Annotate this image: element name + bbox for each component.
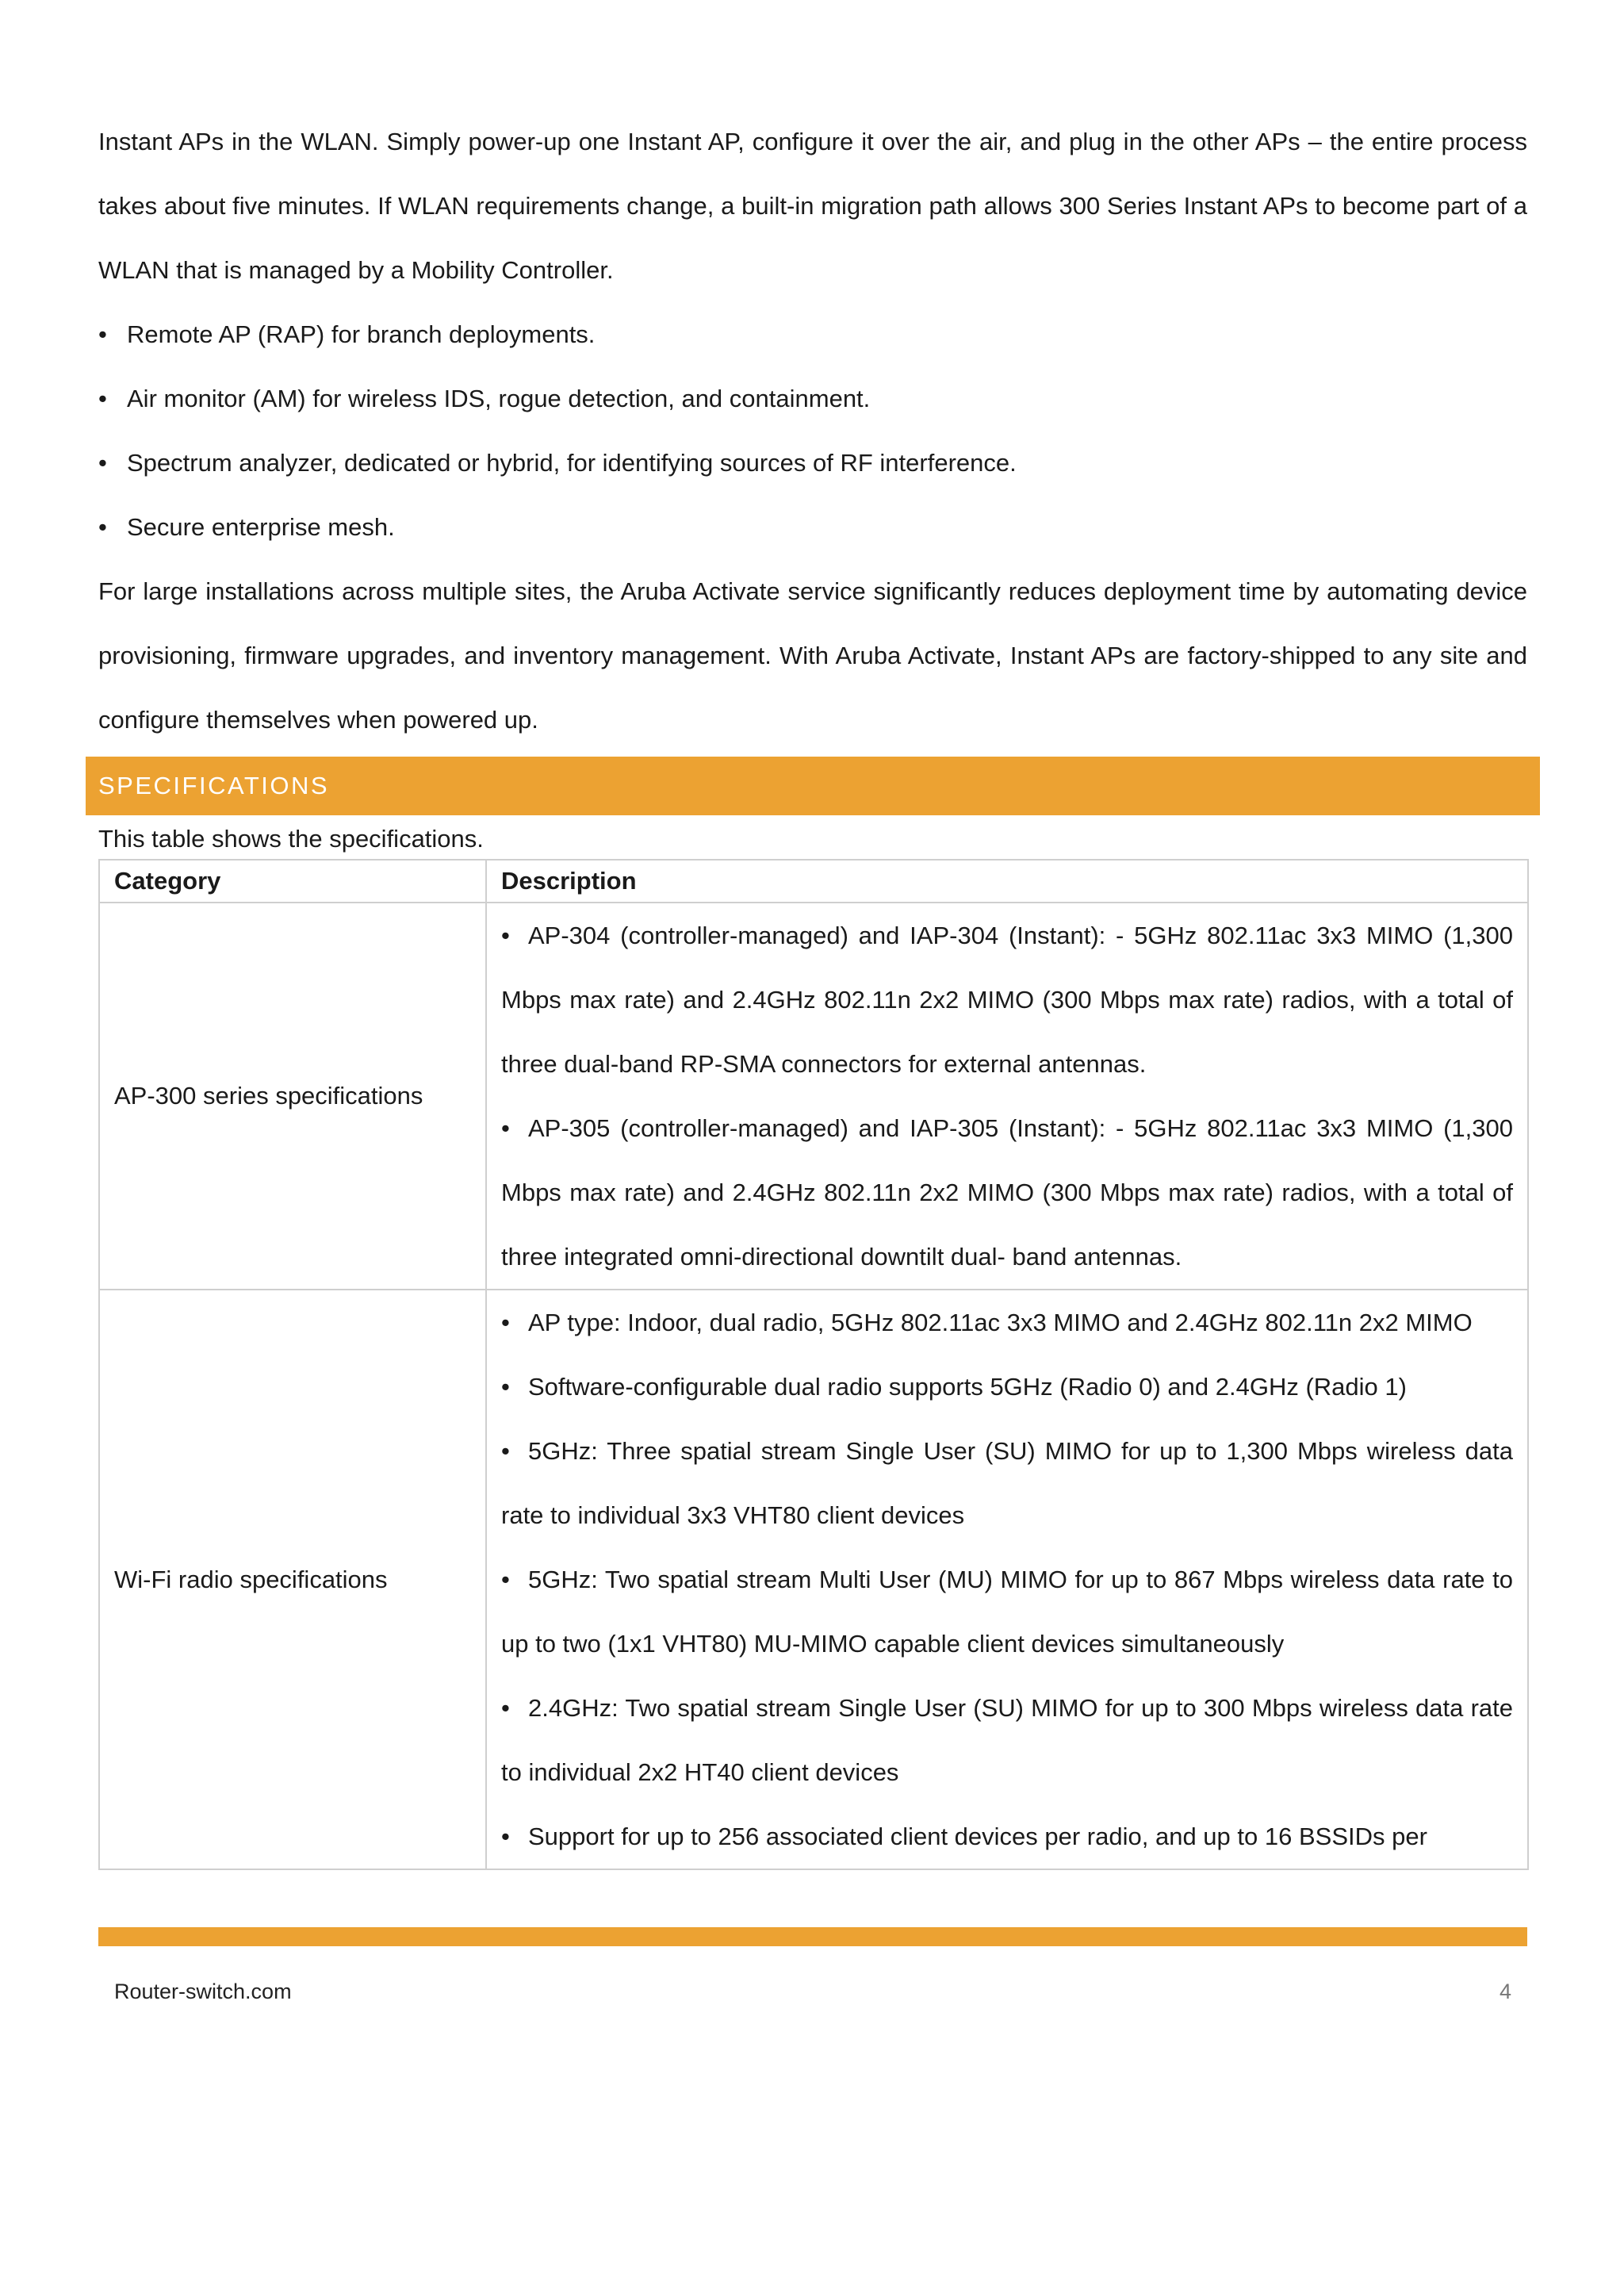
list-item xyxy=(98,366,1527,431)
list-item xyxy=(98,495,1527,559)
header-description: Description xyxy=(486,860,1528,903)
description-item-text: 5GHz: Three spatial stream Single User (SU) MIMO for up to 1,300 Mbps wireless data rate to individual 3x3 VHT80 client devices xyxy=(501,1437,1513,1529)
bullet-icon: • xyxy=(98,385,107,412)
table-row xyxy=(99,903,1528,1290)
table-header-row xyxy=(99,860,1528,903)
description-item-text: 5GHz: Two spatial stream Multi User (MU) MIMO for up to 867 Mbps wireless data rate to up to two (1x1 VHT80) MU-MIMO capable client devices simultaneously xyxy=(501,1566,1513,1658)
bullet-icon: • xyxy=(501,922,510,949)
table-caption: This table shows the specifications. xyxy=(98,825,484,853)
row-category: AP-300 series specifications xyxy=(99,903,486,1290)
bullet-icon: • xyxy=(98,449,107,477)
row-category: Wi-Fi radio specifications xyxy=(99,1290,486,1869)
intro-paragraph-2: For large installations across multiple sites, the Aruba Activate service significantly reduces deployment time by automating device provisioning, firmware upgrades, and inventory management. With Aruba Activate, Instant APs are factory-shipped to any site and configure themselves when powered up. xyxy=(98,577,1527,734)
bullet-text: Remote AP (RAP) for branch deployments. xyxy=(127,320,596,348)
description-item xyxy=(501,1419,1513,1547)
bullet-icon: • xyxy=(98,513,107,541)
description-item-text: AP type: Indoor, dual radio, 5GHz 802.11ac 3x3 MIMO and 2.4GHz 802.11n 2x2 MIMO xyxy=(528,1309,1473,1336)
footer-site: Router-switch.com xyxy=(114,1980,292,2003)
description-item xyxy=(501,1676,1513,1804)
bullet-text: Air monitor (AM) for wireless IDS, rogue detection, and containment. xyxy=(127,385,871,412)
bullet-icon: • xyxy=(501,1309,510,1336)
description-item xyxy=(501,903,1513,1096)
description-item-text: AP-305 (controller-managed) and IAP-305 (Instant): - 5GHz 802.11ac 3x3 MIMO (1,300 Mbps max rate) and 2.4GHz 802.11n 2x2 MIMO (300 Mbps max rate) radios, with a total of three integrated omni-directional downtilt dual- band antennas. xyxy=(501,1114,1513,1271)
footer-divider xyxy=(98,1927,1527,1946)
description-item-text: Software-configurable dual radio supports 5GHz (Radio 0) and 2.4GHz (Radio 1) xyxy=(528,1373,1407,1401)
description-item-text: 2.4GHz: Two spatial stream Single User (SU) MIMO for up to 300 Mbps wireless data rate to individual 2x2 HT40 client devices xyxy=(501,1694,1513,1786)
bullet-icon: • xyxy=(501,1823,510,1850)
intro-paragraph-1: Instant APs in the WLAN. Simply power-up one Instant AP, configure it over the air, and plug in the other APs – the entire process takes about five minutes. If WLAN requirements change, a built-in migration path allows 300 Series Instant APs to become part of a WLAN that is managed by a Mobility Controller. xyxy=(98,128,1527,284)
row-description xyxy=(486,903,1528,1290)
description-item xyxy=(501,1355,1513,1419)
row-description xyxy=(486,1290,1528,1869)
bullet-icon: • xyxy=(501,1437,510,1465)
bullet-text: Secure enterprise mesh. xyxy=(127,513,395,541)
table-row xyxy=(99,1290,1528,1869)
specifications-table xyxy=(98,859,1529,1870)
bullet-icon: • xyxy=(501,1114,510,1142)
bullet-icon: • xyxy=(501,1694,510,1722)
description-item xyxy=(501,1290,1513,1355)
list-item xyxy=(98,302,1527,366)
header-category: Category xyxy=(99,860,486,903)
description-item xyxy=(501,1096,1513,1289)
page-number: 4 xyxy=(1499,1980,1511,2003)
bullet-icon: • xyxy=(501,1373,510,1401)
description-item-text: AP-304 (controller-managed) and IAP-304 (Instant): - 5GHz 802.11ac 3x3 MIMO (1,300 Mbps max rate) and 2.4GHz 802.11n 2x2 MIMO (300 Mbps max rate) radios, with a total of three dual-band RP-SMA connectors for external antennas. xyxy=(501,922,1513,1078)
bullet-icon: • xyxy=(98,320,107,348)
intro-block xyxy=(98,109,1527,752)
description-item xyxy=(501,1547,1513,1676)
description-item xyxy=(501,1804,1513,1869)
bullet-icon: • xyxy=(501,1566,510,1593)
bullet-text: Spectrum analyzer, dedicated or hybrid, for identifying sources of RF interference. xyxy=(127,449,1017,477)
description-item-text: Support for up to 256 associated client devices per radio, and up to 16 BSSIDs per xyxy=(528,1823,1427,1850)
list-item xyxy=(98,431,1527,495)
section-heading-specifications: SPECIFICATIONS xyxy=(86,757,1540,815)
